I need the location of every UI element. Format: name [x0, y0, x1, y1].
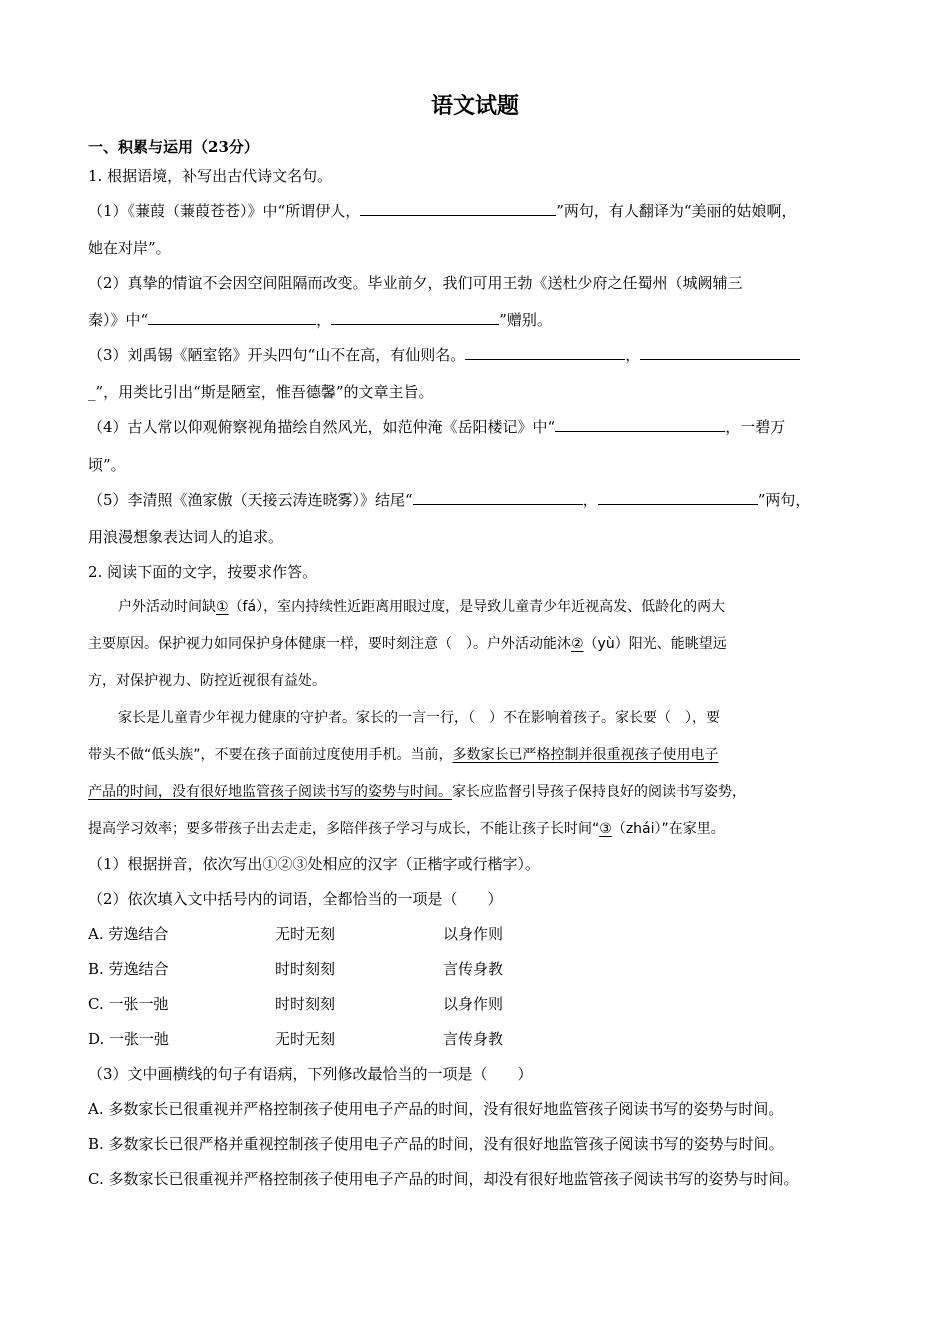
- passage-line: 家长是儿童青少年视力健康的守护者。家长的一言一行，（ ）不在影响着孩子。家长要（ ），要: [118, 710, 720, 726]
- q1-item5-line1: [88, 490, 810, 510]
- passage-line: [88, 745, 719, 765]
- q1-item3-text-b: ，: [625, 346, 641, 364]
- q1-item5-line2: 用浪漫想象表达词人的追求。: [88, 528, 284, 546]
- answer-blank[interactable]: [640, 345, 800, 360]
- q1-item3-line2: _”，用类比引出“斯是陋室，惟吾德馨”的文章主旨。: [88, 383, 434, 401]
- q1-item1-text-b: ”两句，有人翻译为“美丽的姑娘啊，: [556, 202, 797, 220]
- q2-stem: 2. 阅读下面的文字，按要求作答。: [88, 563, 318, 581]
- q1-item2-text-c: ，: [316, 311, 332, 329]
- q2-sub2: （2）依次填入文中括号内的词语，全都恰当的一项是（ ）: [88, 890, 503, 908]
- passage-text: （yù）阳光、能眺望远: [583, 636, 727, 652]
- passage-line: [88, 819, 725, 839]
- q1-item1-text-a: （1）《蒹葭（蒹葭苍苍）》中“所谓伊人，: [88, 202, 361, 220]
- option-a-word2: 无时无刻: [275, 925, 336, 943]
- q1-item2-text-d: ”赠别。: [499, 311, 552, 329]
- q1-item5-text-a: （5）李清照《渔家傲（天接云涛连晓雾）》结尾“: [88, 491, 413, 509]
- q1-item4-line1: [88, 417, 785, 437]
- option-d-label[interactable]: D. 一张一弛: [88, 1030, 170, 1048]
- option3-b[interactable]: B. 多数家长已很严格并重视控制孩子使用电子产品的时间，没有很好地监管孩子阅读书写的姿势与时间。: [88, 1135, 784, 1153]
- q2-sub1: （1）根据拼音，依次写出①②③处相应的汉字（正楷字或行楷字）。: [88, 855, 541, 873]
- passage-line: [88, 634, 727, 654]
- q2-sub3: （3）文中画横线的句子有语病，下列修改最恰当的一项是（ ）: [88, 1065, 533, 1083]
- answer-blank[interactable]: [465, 345, 625, 360]
- blank-marker-1: ①: [216, 599, 229, 615]
- option-c-label[interactable]: C. 一张一弛: [88, 995, 169, 1013]
- answer-blank[interactable]: [555, 417, 725, 432]
- q1-item4-text-b: ，一碧万: [725, 418, 786, 436]
- q1-item2-line2: [88, 310, 552, 330]
- option-b-label[interactable]: B. 劳逸结合: [88, 960, 169, 978]
- passage-text: 户外活动时间缺: [118, 599, 216, 615]
- passage-text: 家长应监督引导孩子保持良好的阅读书写姿势，: [452, 784, 746, 800]
- passage-text: 带头不做“低头族”，不要在孩子面前过度使用手机。当前，: [88, 747, 453, 763]
- q1-item1-line1: [88, 201, 797, 221]
- blank-marker-2: ②: [571, 636, 584, 652]
- passage-line: 方，对保护视力、防控近视很有益处。: [88, 673, 326, 689]
- answer-blank[interactable]: [598, 490, 758, 505]
- q1-item4-line2: 顷”。: [88, 456, 126, 474]
- answer-blank[interactable]: [148, 310, 316, 325]
- q1-item1-line2: 她在对岸”。: [88, 239, 171, 257]
- answer-blank[interactable]: [360, 201, 556, 216]
- underlined-sentence: 多数家长已严格控制并很重视孩子使用电子: [452, 747, 719, 763]
- option-a-word3: 以身作则: [443, 925, 504, 943]
- q1-item5-text-c: ”两句，: [757, 491, 811, 509]
- q1-item2-line1: （2）真挚的情谊不会因空间阻隔而改变。毕业前夕，我们可用王勃《送杜少府之任蜀州（城阙辅三: [88, 274, 743, 292]
- option-b-word2: 时时刻刻: [275, 960, 336, 978]
- blank-marker-3: ③: [599, 821, 612, 837]
- underlined-sentence: 产品的时间，没有很好地监管孩子阅读书写的姿势与时间。: [88, 784, 452, 800]
- answer-blank[interactable]: [331, 310, 499, 325]
- option-c-word3: 以身作则: [443, 995, 504, 1013]
- option-c-word2: 时时刻刻: [275, 995, 336, 1013]
- option3-a[interactable]: A. 多数家长已很重视并严格控制孩子使用电子产品的时间，没有很好地监管孩子阅读书写的姿势与时间。: [88, 1100, 784, 1118]
- q1-item2-text-b: 秦）》中“: [88, 311, 149, 329]
- q1-item4-text-a: （4）古人常以仰观俯察视角描绘自然风光，如范仲淹《岳阳楼记》中“: [88, 418, 556, 436]
- passage-line: [118, 597, 725, 617]
- q1-stem: 1. 根据语境，补写出古代诗文名句。: [88, 167, 333, 185]
- option-d-word2: 无时无刻: [275, 1030, 336, 1048]
- option3-c[interactable]: C. 多数家长已很重视并严格控制孩子使用电子产品的时间，却没有很好地监管孩子阅读书写的姿势与时间。: [88, 1170, 799, 1188]
- option-a-label[interactable]: A. 劳逸结合: [88, 925, 169, 943]
- q1-item3-text-a: （3）刘禹锡《陋室铭》开头四句“山不在高，有仙则名。: [88, 346, 466, 364]
- passage-text: 主要原因。保护视力如同保护身体健康一样，要时刻注意（ ）。户外活动能沐: [88, 636, 571, 652]
- answer-blank[interactable]: [413, 490, 583, 505]
- q1-item3-line1: [88, 345, 800, 365]
- option-d-word3: 言传身教: [443, 1030, 504, 1048]
- q1-item5-text-b: ，: [582, 491, 598, 509]
- option-b-word3: 言传身教: [443, 960, 504, 978]
- page-title: 语文试题: [430, 93, 519, 119]
- passage-text: 提高学习效率；要多带孩子出去走走，多陪伴孩子学习与成长，不能让孩子长时间“: [88, 821, 600, 837]
- passage-text: （zhái）”在家里。: [611, 821, 725, 837]
- section-heading: 一、积累与运用（23分）: [88, 138, 259, 156]
- passage-line: [88, 782, 746, 802]
- passage-text: （fá），室内持续性近距离用眼过度，是导致儿童青少年近视高发、低龄化的两大: [228, 599, 726, 615]
